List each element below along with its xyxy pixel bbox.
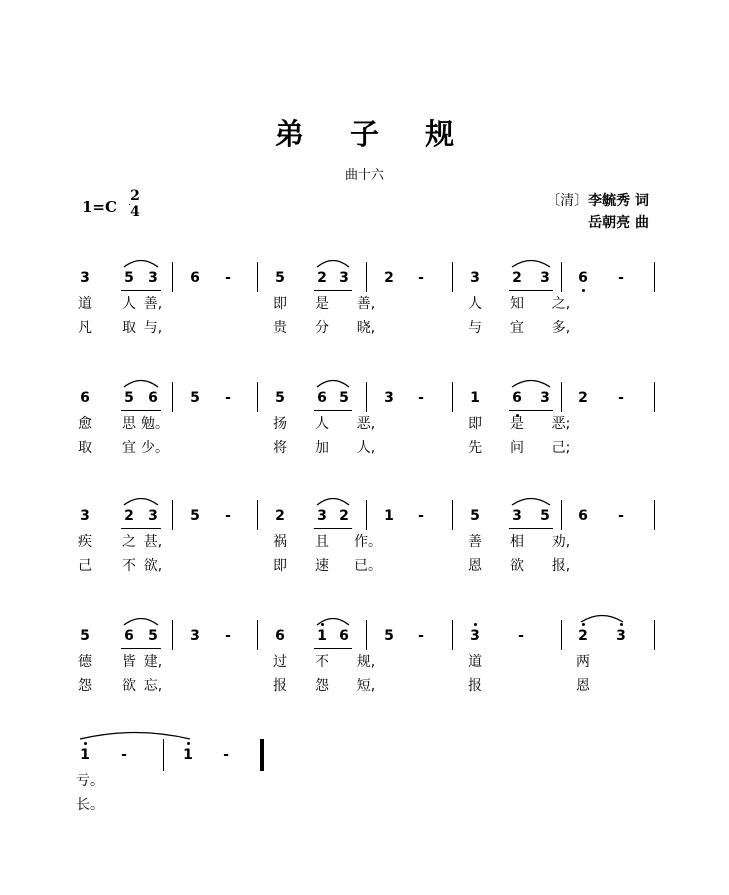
lyric: 德 [78, 654, 92, 670]
eighth-underline [509, 410, 553, 411]
time-denominator: 4 [130, 204, 140, 220]
song-title: 弟 子 规 [274, 117, 473, 151]
lyric: 作。 [354, 534, 382, 550]
note: 1 [384, 508, 394, 524]
eighth-underline [509, 290, 553, 291]
dash: - [225, 270, 231, 286]
lyric: 已。 [354, 558, 382, 574]
lyric: 问 [510, 440, 524, 456]
barline [452, 620, 453, 650]
note: 1 [317, 628, 327, 644]
lyric: 报 [273, 678, 287, 694]
note: 3 [470, 270, 480, 286]
note: 5 [384, 628, 394, 644]
lyric: 且 [315, 534, 329, 550]
lyric: 贵 [273, 320, 287, 336]
upper-octave-dot [582, 623, 585, 626]
note: 2 [124, 508, 134, 524]
note: 5 [275, 390, 285, 406]
lyric: 不 [122, 558, 136, 574]
lyric: 建, [143, 654, 163, 670]
slur [317, 381, 349, 388]
barline [654, 262, 655, 292]
slur [512, 261, 550, 268]
dash: - [618, 390, 624, 406]
eighth-underline [121, 648, 161, 649]
composer-credit: 岳朝亮 曲 [588, 215, 649, 231]
barline [257, 500, 258, 530]
barline [452, 262, 453, 292]
barline [561, 620, 562, 650]
note: 6 [578, 270, 588, 286]
note: 6 [317, 390, 327, 406]
dash: - [418, 270, 424, 286]
eighth-underline [314, 648, 352, 649]
lyric: 人 [315, 416, 329, 432]
slur [317, 499, 349, 506]
dash: - [418, 508, 424, 524]
final-barline [260, 739, 264, 771]
lyric: 与, [143, 320, 163, 336]
lyric: 即 [468, 416, 482, 432]
barline [561, 382, 562, 412]
dash: - [618, 270, 624, 286]
eighth-underline [314, 290, 352, 291]
note: 3 [616, 628, 626, 644]
lyric: 相 [510, 534, 524, 550]
barline [172, 262, 173, 292]
eighth-underline [509, 528, 553, 529]
note: 2 [275, 508, 285, 524]
barline [452, 382, 453, 412]
note: 6 [190, 270, 200, 286]
lyric: 之 [122, 534, 136, 550]
note: 2 [578, 390, 588, 406]
dash: - [418, 390, 424, 406]
lyric: 宜 [510, 320, 524, 336]
note: 5 [124, 270, 134, 286]
lyric: 欲, [143, 558, 163, 574]
note: 3 [148, 508, 158, 524]
upper-octave-dot [620, 623, 623, 626]
lyric: 报, [551, 558, 571, 574]
note: 2 [339, 508, 349, 524]
barline [257, 262, 258, 292]
dash: - [225, 628, 231, 644]
note: 3 [470, 628, 480, 644]
lyric: 人 [122, 296, 136, 312]
key-signature: 1=C [82, 198, 117, 216]
lyric: 两 [576, 654, 590, 670]
lyric: 知 [510, 296, 524, 312]
lyric: 晓, [356, 320, 376, 336]
lyric: 欲 [510, 558, 524, 574]
upper-octave-dot [84, 742, 87, 745]
note: 2 [384, 270, 394, 286]
dash: - [223, 747, 229, 763]
lyric: 祸 [273, 534, 287, 550]
note: 2 [578, 628, 588, 644]
lyric: 与 [468, 320, 482, 336]
note: 5 [80, 628, 90, 644]
lyric: 皆 [122, 654, 136, 670]
lyric: 加 [315, 440, 329, 456]
lower-octave-dot [582, 289, 585, 292]
lyric: 亏。 [76, 773, 104, 789]
upper-octave-dot [474, 623, 477, 626]
lyric: 多, [551, 320, 571, 336]
barline [366, 262, 367, 292]
barline [366, 500, 367, 530]
note: 3 [339, 270, 349, 286]
dash: - [418, 628, 424, 644]
lyricist-era: 〔清〕 [546, 193, 589, 209]
eighth-underline [121, 528, 161, 529]
lyric: 恶, [356, 416, 376, 432]
lyric: 疾 [78, 534, 92, 550]
lyric: 己 [78, 558, 92, 574]
barline [654, 620, 655, 650]
note: 1 [80, 747, 90, 763]
note: 3 [384, 390, 394, 406]
lyric: 道 [468, 654, 482, 670]
slur [512, 381, 550, 388]
lyric: 长。 [76, 797, 104, 813]
lyric: 即 [273, 558, 287, 574]
lyric: 甚, [143, 534, 163, 550]
dash: - [225, 508, 231, 524]
barline [561, 262, 562, 292]
upper-octave-dot [187, 742, 190, 745]
lyric: 不 [315, 654, 329, 670]
slur [80, 733, 190, 740]
note: 5 [190, 508, 200, 524]
song-subtitle: 曲十六 [344, 168, 384, 183]
note: 3 [190, 628, 200, 644]
note: 3 [148, 270, 158, 286]
note: 2 [317, 270, 327, 286]
note: 3 [540, 270, 550, 286]
barline [172, 620, 173, 650]
dash: - [618, 508, 624, 524]
lyric: 恩 [576, 678, 590, 694]
lyric: 分 [315, 320, 329, 336]
slur [512, 499, 550, 506]
note: 6 [275, 628, 285, 644]
lyric: 道 [78, 296, 92, 312]
lyric: 愈 [78, 416, 92, 432]
barline [654, 500, 655, 530]
note: 3 [512, 508, 522, 524]
note: 5 [190, 390, 200, 406]
lyric: 将 [273, 440, 287, 456]
note: 5 [275, 270, 285, 286]
dash: - [518, 628, 524, 644]
lyric: 先 [468, 440, 482, 456]
note: 3 [540, 390, 550, 406]
lyric: 己; [551, 440, 571, 456]
barline [172, 500, 173, 530]
barline [366, 620, 367, 650]
lyric: 扬 [273, 416, 287, 432]
barline [257, 382, 258, 412]
lyric: 之, [551, 296, 571, 312]
lyric: 即 [273, 296, 287, 312]
note: 5 [470, 508, 480, 524]
note: 3 [80, 270, 90, 286]
time-numerator: 2 [130, 188, 140, 204]
note: 6 [578, 508, 588, 524]
lyric: 劝, [551, 534, 571, 550]
barline [561, 500, 562, 530]
upper-octave-dot [321, 623, 324, 626]
note: 5 [124, 390, 134, 406]
lyric: 怨 [78, 678, 92, 694]
slur [124, 499, 158, 506]
note: 6 [80, 390, 90, 406]
note: 2 [512, 270, 522, 286]
note: 1 [470, 390, 480, 406]
note: 3 [80, 508, 90, 524]
lyric: 凡 [78, 320, 92, 336]
lyric: 规, [356, 654, 376, 670]
lyric: 思 [122, 416, 136, 432]
lyric: 善 [468, 534, 482, 550]
lyric: 过 [273, 654, 287, 670]
lyric: 忘, [143, 678, 163, 694]
barline [654, 382, 655, 412]
note: 1 [183, 747, 193, 763]
lyric: 勉。 [141, 416, 169, 432]
barline [366, 382, 367, 412]
note: 6 [512, 390, 522, 406]
lyric: 欲 [122, 678, 136, 694]
eighth-underline [314, 410, 352, 411]
slur [124, 619, 158, 626]
barline [257, 620, 258, 650]
lyric: 人 [468, 296, 482, 312]
eighth-underline [121, 290, 161, 291]
lyric: 是 [510, 416, 524, 432]
lyric: 善, [143, 296, 163, 312]
slur [124, 261, 158, 268]
dash: - [121, 747, 127, 763]
note: 3 [317, 508, 327, 524]
lyric: 怨 [315, 678, 329, 694]
lyric: 少。 [141, 440, 169, 456]
note: 5 [148, 628, 158, 644]
note: 5 [540, 508, 550, 524]
lyric: 短, [356, 678, 376, 694]
lyric: 报 [468, 678, 482, 694]
eighth-underline [121, 410, 161, 411]
note: 6 [148, 390, 158, 406]
slur [124, 381, 158, 388]
note: 5 [339, 390, 349, 406]
lyric: 速 [315, 558, 329, 574]
lyric: 恶; [551, 416, 571, 432]
eighth-underline [314, 528, 352, 529]
lyric: 恩 [468, 558, 482, 574]
barline [172, 382, 173, 412]
lyric: 是 [315, 296, 329, 312]
slur [317, 261, 349, 268]
lyric: 善, [356, 296, 376, 312]
lyric: 取 [122, 320, 136, 336]
barline [163, 739, 164, 771]
lyric: 宜 [122, 440, 136, 456]
lyricist-name: 李毓秀 词 [588, 193, 649, 209]
dash: - [225, 390, 231, 406]
note: 6 [124, 628, 134, 644]
lyric: 人, [356, 440, 376, 456]
lyric: 取 [78, 440, 92, 456]
slur [581, 616, 623, 623]
barline [452, 500, 453, 530]
note: 6 [339, 628, 349, 644]
